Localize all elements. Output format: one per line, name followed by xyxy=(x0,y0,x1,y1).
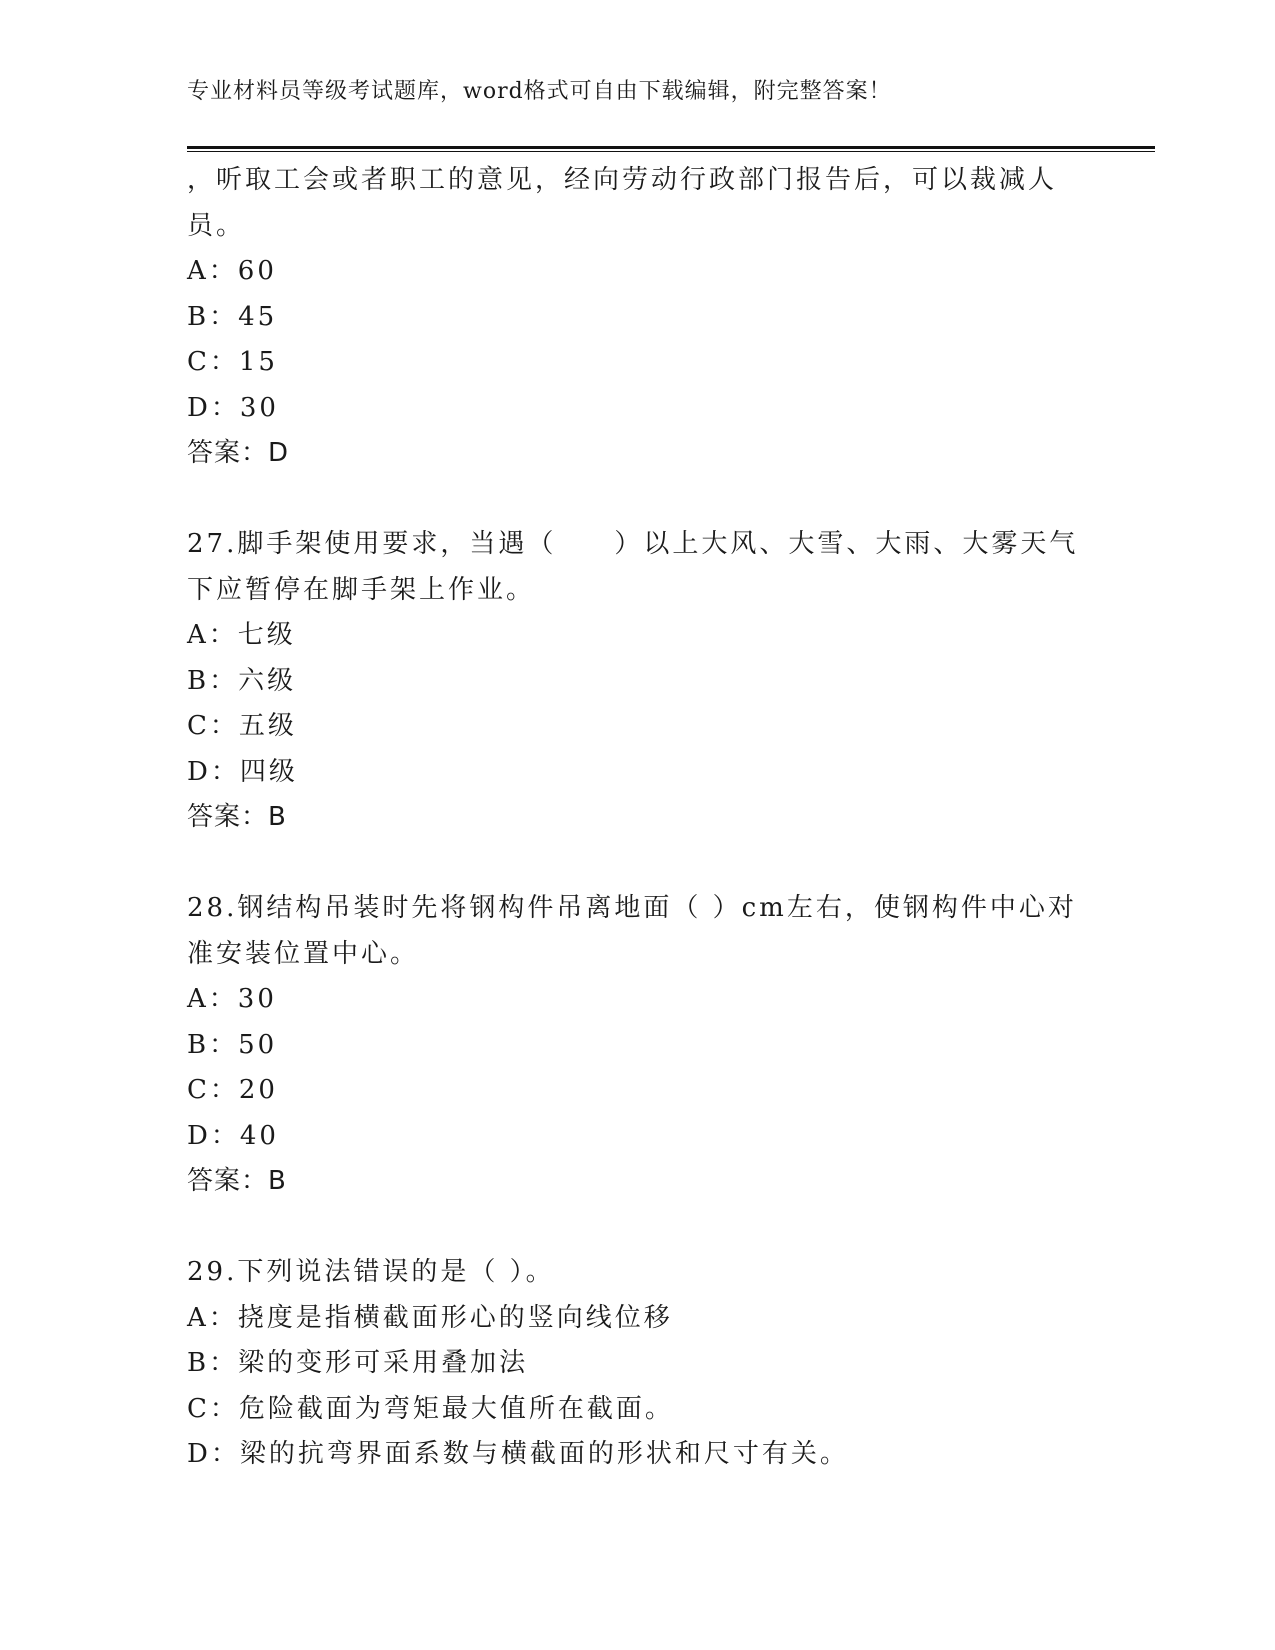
question-stem-line: ，听取工会或者职工的意见，经向劳动行政部门报告后，可以裁减人 xyxy=(187,165,1058,195)
answer-line: 答案：B xyxy=(187,802,287,832)
question-block xyxy=(187,158,1087,477)
spacer xyxy=(187,841,1087,887)
question-block xyxy=(187,1250,1087,1478)
answer-line: 答案：B xyxy=(187,1166,287,1196)
option-d: D：四级 xyxy=(187,756,298,787)
option-b: B：45 xyxy=(187,301,278,332)
option-c: C：15 xyxy=(187,347,278,377)
option-b: B：六级 xyxy=(187,665,297,696)
header-divider xyxy=(187,146,1155,152)
option-a: A：60 xyxy=(187,256,277,286)
spacer xyxy=(187,477,1087,523)
option-c: C：20 xyxy=(187,1075,278,1105)
option-a: A：七级 xyxy=(187,620,296,650)
option-d: D：梁的抗弯界面系数与横截面的形状和尺寸有关。 xyxy=(187,1439,849,1469)
question-stem-line: 下应暂停在脚手架上作业。 xyxy=(187,574,536,605)
option-a: A：30 xyxy=(187,984,277,1014)
question-stem-line: 员。 xyxy=(187,210,246,241)
option-d: D：30 xyxy=(187,392,279,423)
question-stem-line: 准安装位置中心。 xyxy=(187,938,420,969)
question-block xyxy=(187,886,1087,1205)
option-b: B：50 xyxy=(187,1029,278,1060)
option-c: C：五级 xyxy=(187,711,297,741)
question-stem-line: 29.下列说法错误的是（ ）。 xyxy=(187,1257,555,1287)
option-c: C：危险截面为弯矩最大值所在截面。 xyxy=(187,1393,674,1424)
option-d: D：40 xyxy=(187,1120,279,1151)
question-stem-line: 28.钢结构吊装时先将钢构件吊离地面（ ）cm左右，使钢构件中心对 xyxy=(187,893,1077,923)
question-block xyxy=(187,522,1087,841)
option-b: B：梁的变形可采用叠加法 xyxy=(187,1348,529,1378)
option-a: A：挠度是指横截面形心的竖向线位移 xyxy=(187,1302,673,1333)
page-header: 专业材料员等级考试题库，word格式可自由下载编辑，附完整答案！ xyxy=(187,79,892,104)
spacer xyxy=(187,1205,1087,1251)
question-stem-line: 27.脚手架使用要求，当遇（ ）以上大风、大雪、大雨、大雾天气 xyxy=(187,529,1079,559)
question-list xyxy=(187,158,1087,1478)
answer-line: 答案：D xyxy=(187,438,290,468)
